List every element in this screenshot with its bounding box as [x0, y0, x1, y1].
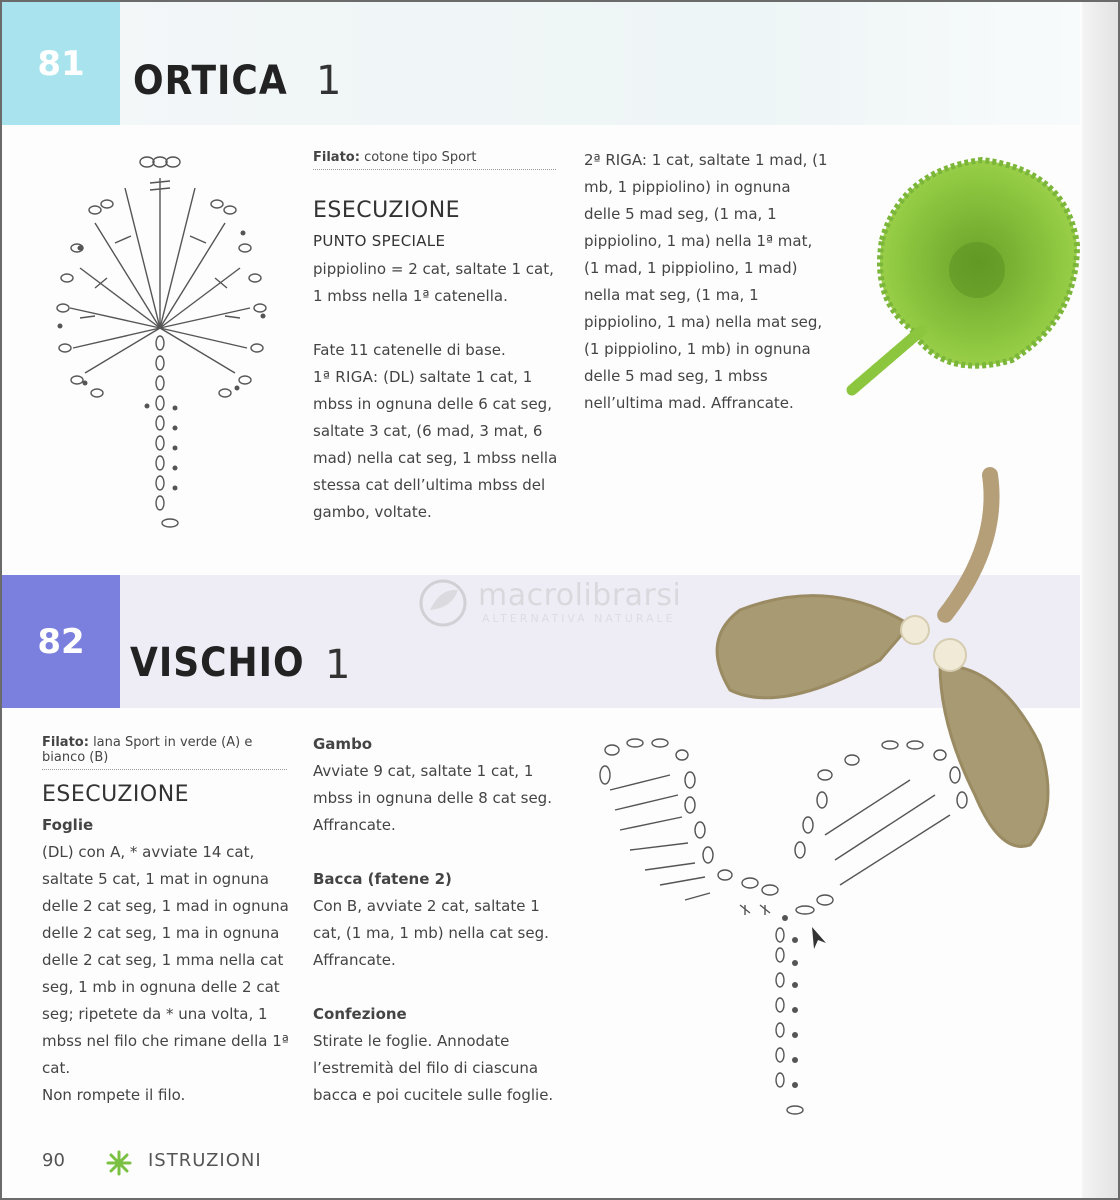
section2-title: VISCHIO — [130, 640, 305, 686]
watermark-brand: macrolibrarsi — [478, 578, 682, 613]
foglie-text: (DL) con A, * avviate 14 cat, saltate 5 cat, 1 mat in ognuna delle 2 cat seg, 1 mad in ognuna delle 2 cat seg, 1 ma in ognuna delle 2 cat seg, 1 mma nella cat seg, 1 mb in ognuna delle 2 cat seg; ripetete da * una volta, 1 mbss nel filo che rimane della 1ª cat. — [42, 843, 289, 1077]
section1-number-box — [2, 2, 120, 125]
section2-number-box — [2, 575, 120, 708]
section1-filato-label: Filato: — [313, 150, 360, 165]
foglie-end: Non rompete il filo. — [42, 1086, 186, 1104]
section1-riga1-text: (DL) saltate 1 cat, 1 mbss in ognuna delle 6 cat seg, saltate 3 cat, (6 mad, 3 mat, 6 mad) nella cat seg, 1 mbss nella stessa cat dell’ultima mbss del gambo, voltate. — [313, 368, 558, 521]
gambo-title: Gambo — [313, 735, 373, 753]
section2-number: 82 — [37, 621, 85, 662]
section2-esecuzione: ESECUZIONE — [42, 782, 190, 807]
watermark-tagline: ALTERNATIVA NATURALE — [482, 612, 676, 625]
section2-col2 — [313, 731, 558, 1109]
section1-riga2-label: 2ª RIGA: — [584, 151, 647, 169]
confezione-text: Stirate le foglie. Annodate l’estremità del filo di ciascuna bacca e poi cucitele sulle foglie. — [313, 1032, 554, 1104]
page-gutter — [1082, 0, 1120, 1200]
watermark — [418, 578, 718, 628]
section2-filato-value: lana Sport in verde (A) e bianco (B) — [42, 735, 253, 765]
section1-esecuzione: ESECUZIONE — [313, 198, 461, 223]
section2-part: 1 — [325, 642, 351, 688]
section1-pippiolino-text: pippiolino = 2 cat, saltate 1 cat, 1 mbss nella 1ª catenella. — [313, 260, 554, 305]
vischio-chart-diagram — [590, 735, 980, 1125]
gambo-text: Avviate 9 cat, saltate 1 cat, 1 mbss in ognuna delle 8 cat seg. Affrancate. — [313, 762, 552, 834]
section1-col2 — [584, 147, 829, 417]
section2-filato-label: Filato: — [42, 735, 89, 750]
section2-filato — [42, 735, 287, 770]
asterisk-icon — [106, 1150, 132, 1176]
foglie-title: Foglie — [42, 816, 94, 834]
footer-label: ISTRUZIONI — [148, 1150, 262, 1171]
bacca-text: Con B, avviate 2 cat, saltate 1 cat, (1 ma, 1 mb) nella cat seg. Affrancate. — [313, 897, 549, 969]
section1-number: 81 — [37, 43, 85, 84]
page-number: 90 — [42, 1150, 65, 1171]
bacca-title: Bacca (fatene 2) — [313, 870, 452, 888]
section1-riga1-label: 1ª RIGA: — [313, 368, 379, 386]
arrow-start-icon — [812, 927, 826, 949]
confezione-title: Confezione — [313, 1005, 407, 1023]
leaf-logo-icon — [418, 578, 468, 628]
section2-col1 — [42, 812, 292, 1109]
section1-punto-speciale: PUNTO SPECIALE — [313, 232, 446, 250]
section1-filato-value: cotone tipo Sport — [364, 150, 477, 165]
section1-col1 — [313, 256, 558, 526]
section1-title: ORTICA — [133, 58, 288, 104]
section1-filato — [313, 150, 556, 170]
section1-riga2-text: 1 cat, saltate 1 mad, (1 mb, 1 pippiolino) in ognuna delle 5 mad seg, (1 ma, 1 pippiolino, 1 ma) nella 1ª mat, (1 mad, 1 pippiolino, 1 mad) nella mat seg, (1 ma, 1 pippiolino, 1 ma) nella mat seg, (1 pippiolino, 1 mb) in ognuna delle 5 mad seg, 1 mbss nell’ultima mad. Affrancate. — [584, 151, 828, 412]
ortica-leaf-photo — [842, 150, 1082, 400]
section1-base-text: Fate 11 catenelle di base. — [313, 341, 506, 359]
ortica-chart-diagram — [55, 148, 285, 533]
section1-part: 1 — [316, 58, 342, 104]
